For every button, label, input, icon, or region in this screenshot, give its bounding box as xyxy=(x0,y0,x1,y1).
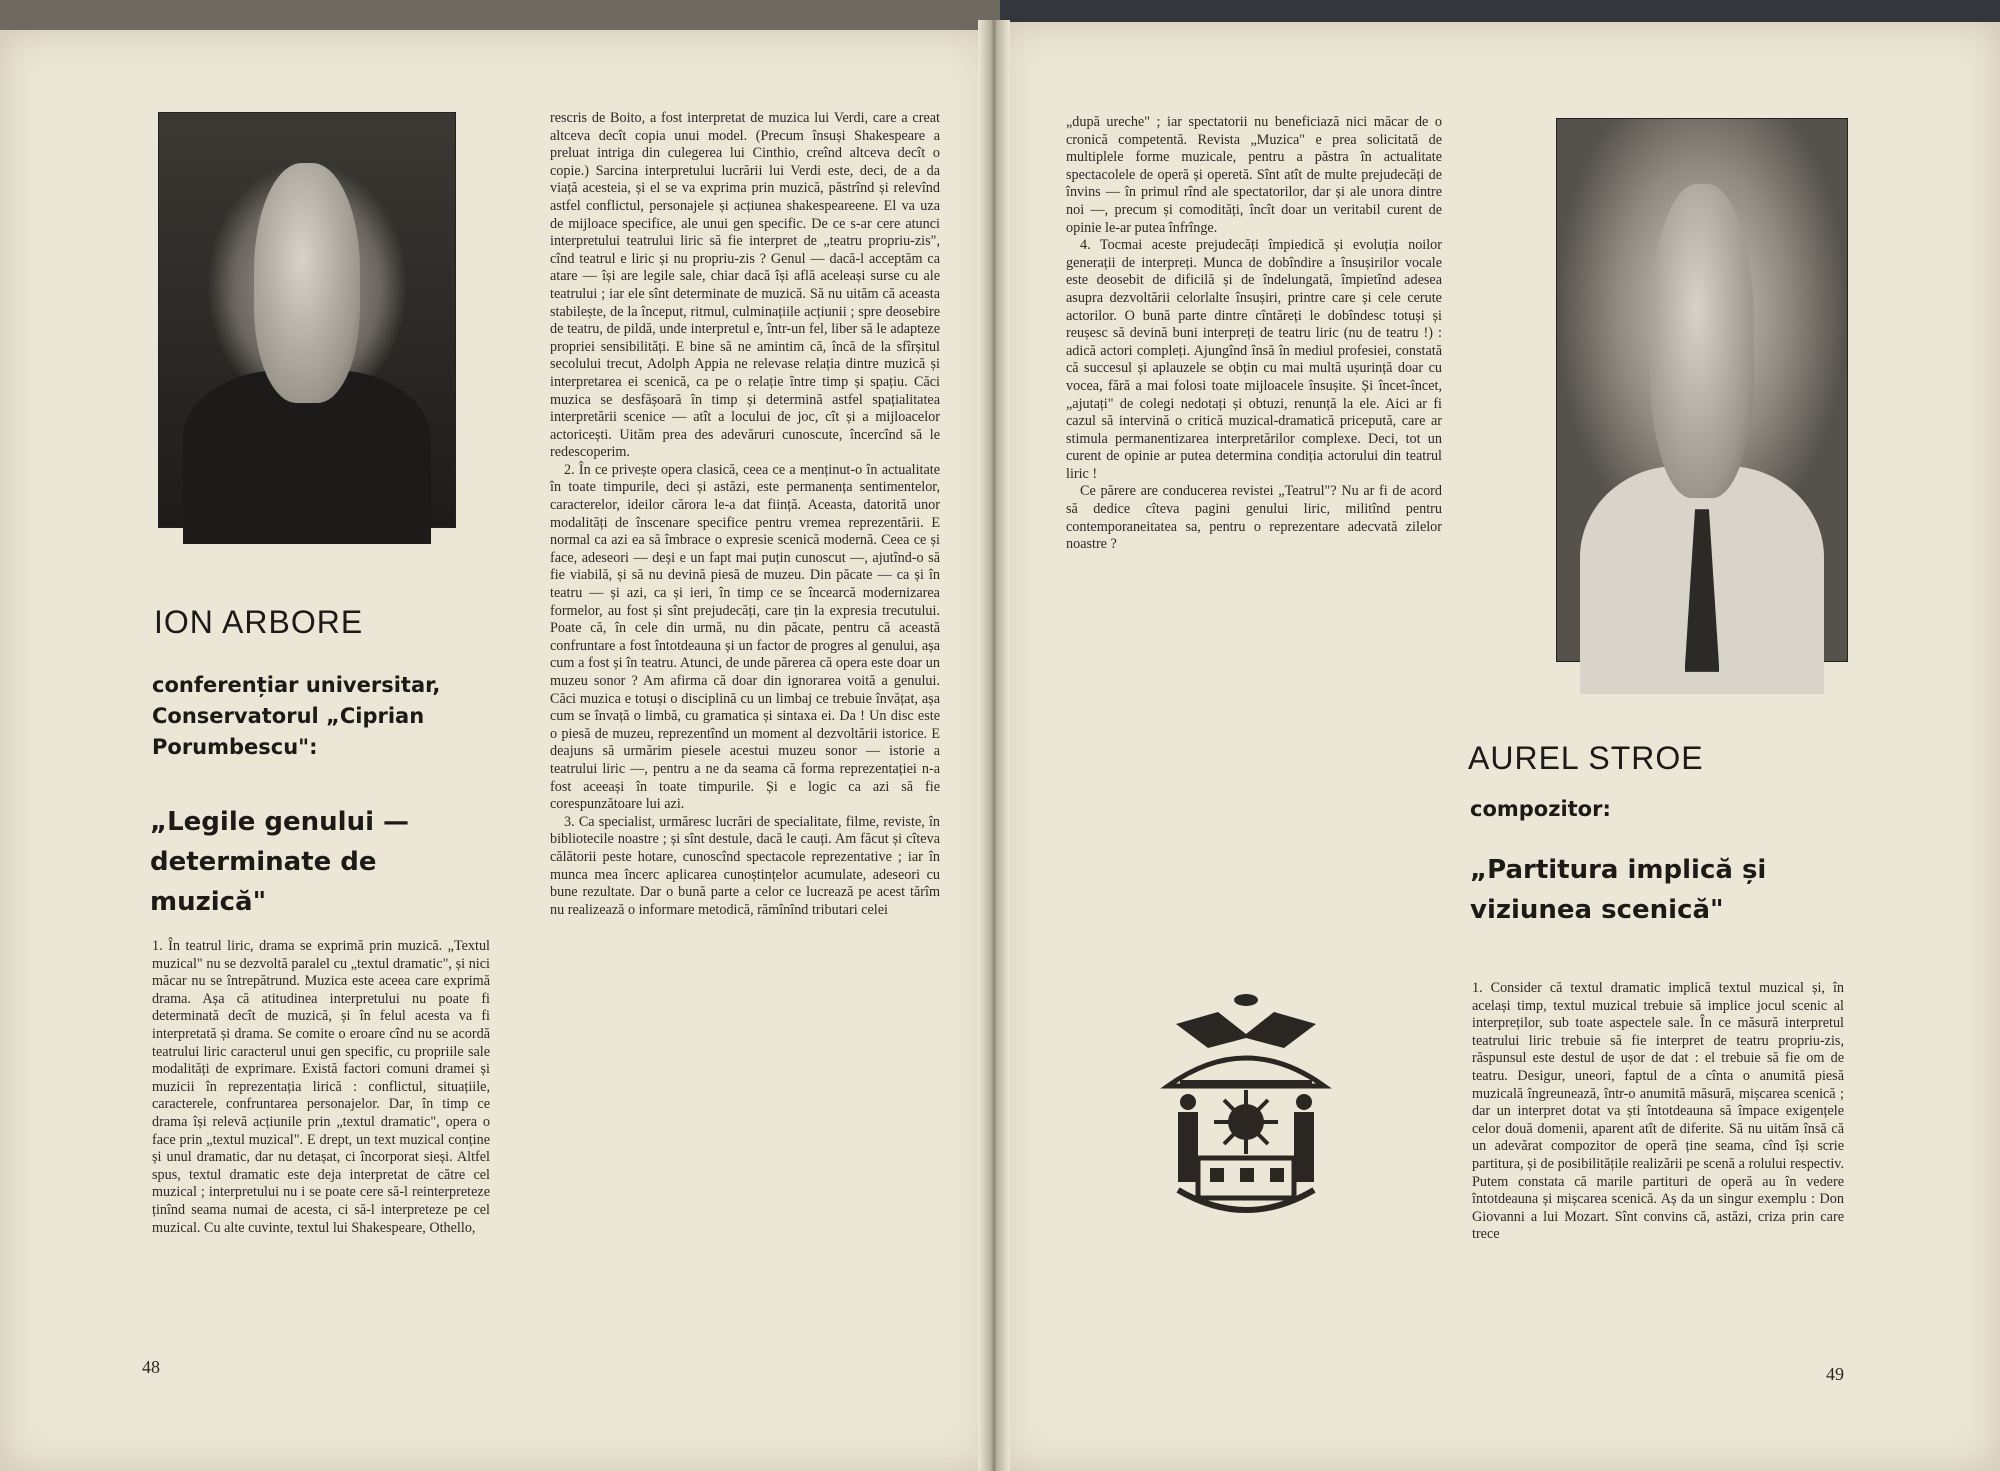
paragraph: 1. Consider că textul dramatic implică textul muzical și, în același timp, textul muzical trebuie să implice jocul scenic al interpreților, sub toate aspectele sale. În ce măsură interpretul teatrului liric trebuie să fie interpret de teatru propriu-zis, răspunsul este destul de ușor de dat : el trebuie să fie om de teatru. Desigur, uneori, faptul de a cînta o anumită piesă muzicală îngreunează, într-o anumită măsură, mișcarea scenică ; dar un interpret dotat va ști întotdeauna să împace exigențele celor două domenii, aparent atît de diferite. Să nu uităm însă că un adevărat compozitor de operă ține seama, cînd își scrie partitura, și de posibilitățile realizării pe scenă a rolului respectiv. Putem constata că marile partituri de operă au în vedere întotdeauna și mișcarea scenică. Aș da un singur exemplu : Don Giovanni a lui Mozart. Sînt convins că, astăzi, criza prin care trece xyxy=(1472,980,1844,1243)
photo-figure-face xyxy=(254,163,361,403)
paragraph: 1. În teatrul liric, drama se exprimă prin muzică. „Textul muzical" nu se dezvoltă paralel cu „textul dramatic", și nici măcar nu se întrepătrund. Muzica este aceea care exprimă drama. Așa că atitudinea interpretului nu poate fi determinată decît de muzică, și în felul acesta va fi interpretată și drama. Se comite o eroare cînd nu se acordă teatrului liric caracterul unui gen specific, cu propriile sale modalități de exprimare. Există factori comuni dramei și muzicii în reprezentația lirică : conflictul, situațiile, caracterele, confruntarea personajelor. Dar, în timp ce drama își relevă acțiunile prin „textul dramatic", opera o face prin „textul muzical". E drept, un text muzical conține și unul dramatic, dar nu detașat, ci încorporat sieși. Altfel spus, textul dramatic este deja interpretat de către cel muzical ; interpretului nu i se poate cere să-l reinterpreteze ținînd seama numai de acesta, ci să-l interpreteze pe cel muzical. Cu alte cuvinte, textul lui Shakespeare, Othello, xyxy=(152,938,490,1236)
paragraph: 2. În ce privește opera clasică, ceea ce a menținut-o în actualitate în toate timpurile, deci și astăzi, este permanența sentimentelor, caracterelor, ideilor cărora le-a dat ființă. Aceasta, datorită unor modalități de înscenare specifice pentru vremea reprezentării. E normal ca azi ea să îmbrace o expresie scenică modernă. Ceea ce și face, adeseori — deși e un fapt mai puțin cunoscut —, ajutînd-o să fie viabilă, și să nu devină piesă de muzeu. Din păcate — ca și în teatru — și azi, ca și ieri, în timp ce se încearcă modernizarea formelor, au fost și sînt prejudecăți, care țin la expresia trecutului. Poate că, în cele din urmă, nu din păcate, pentru că această confruntare a fost întotdeauna și un factor de progres al genului, așa cum a fost și în teatru. Atunci, de unde părerea că opera este doar un muzeu sonor ? Am afirma că doar din ignorarea voită a genului. Căci muzica e totuși o disciplină cu un limbaj ce trebuie învățat, așa cum se învață o limbă, cu gramatica și sintaxa ei. Da ! Un disc este o piesă de muzeu, reprezentînd un moment al dezvoltării istorice. E deajuns să urmărim piesele acestui muzeu sonor — istorie a teatrului liric —, pentru a ne da seama că forma reprezentației n-a fost aceeași în toate timpurile. Și e logic ca azi să fie corespunzătoare lui azi. xyxy=(550,461,940,813)
paragraph: „după ureche" ; iar spectatorii nu beneficiază nici măcar de o cronică competentă. Revista „Muzica" e prea solicitată de multiplele forme muzicale, pentru a păstra în actualitate spectacolele de operă și operetă. Sînt atît de multe prejudecăți de învins — în primul rînd ale spectatorilor, dar și ale unora dintre noi —, precum și comodități, încît doar un veritabil curent de opinie le-ar putea înfrînge. xyxy=(1066,114,1442,236)
article-column-right-2 xyxy=(1472,980,1844,1340)
article-column-right-1 xyxy=(1066,114,1442,882)
paragraph: rescris de Boito, a fost interpretat de muzica lui Verdi, care a creat altceva decît copia unui model. (Precum însuși Shakespeare a preluat intriga din culegerea lui Cinthio, creînd altceva decît o copie.) Sarcina interpretului lucrării lui Verdi este, deci, de a da viață acesteia, și el se va exprima prin muzică, păstrînd și relevînd astfel conflictul, personajele și acțiunea shakespeareene. El va uza de mijloace specifice, ale unui gen specific. De ce s-ar cere atunci interpretului teatrului liric să fie interpret de „teatru propriu-zis", cînd teatrul e liric și nu propriu-zis ? Genul — dacă-l acceptăm ca atare — își are legile sale, chiar dacă își află aceleași surse cu ale teatrului ; iar ele sînt determinate de muzică. Să nu uităm că aceasta stabilește, de la început, ritmul, culminațiile acțiunii ; spre deosebire de teatru, de pildă, unde interpretul e, într-un fel, liber să le adapteze propriei sensibilități. E bine să ne amintim că, încă de la sfîrșitul secolului trecut, Adolph Appia ne relevase relația dintre muzică și interpretarea ei scenică, ca pe o relație între timp și spațiu. Căci muzica se desfășoară în timp și determină astfel spațialitatea interpretării scenice — atît a locului de joc, cît și a mijloacelor actoricești. Uităm prea des adevăruri cunoscute, încercînd să le redescoperim. xyxy=(550,110,940,461)
photo-figure-face xyxy=(1650,184,1754,498)
headline-left: „Legile genului — determinate de muzică" xyxy=(150,807,410,917)
article-column-left-2 xyxy=(550,110,940,1340)
page-number-left: 48 xyxy=(142,1357,160,1377)
author-role-right: compozitor: xyxy=(1470,797,1611,821)
article-column-left-1 xyxy=(152,938,490,1338)
paragraph: Ce părere are conducerea revistei „Teatrul"? Nu ar fi de acord să dedice cîteva pagini genului liric, militînd pentru contemporaneitatea sa, pentru o reprezentare adecvată zilelor noastre ? xyxy=(1066,483,1442,553)
author-name-left: ION ARBORE xyxy=(154,604,364,640)
page-number-right: 49 xyxy=(1826,1364,1844,1384)
author-photo-aurel-stroe xyxy=(1556,118,1848,662)
author-role-left: conferențiar universitar, Conservatorul „Ciprian Porumbescu": xyxy=(152,673,441,759)
paragraph: 4. Tocmai aceste prejudecăți împiedică și evoluția noilor generații de interpreți. Munca de dobîndire a însușirilor vocale este deosebit de dificilă și de îndelungată, împietînd adesea asupra dezvoltării celorlalte însușiri, printre care și cele cerute actorilor. O bună parte dintre cîntăreți le dobîndesc totuși și reușesc să devină buni interpreți de teatru liric (nu de teatru !) : adică actori compleți. Ajungînd însă în mediul profesiei, constată că succesul și aplauzele se obțin cu mai multă ușurință doar cu vocea, fără a mai folosi toate mijloacele însușite. Și încet-încet, „ajutați" de colegi nedotați și obtuzi, renunță la ele. Aici ar fi cazul să intervină o critică muzical-dramatică pricepută, care ar stimula permanentizarea interpretărilor complexe. Deci, tot un curent de opinie ar putea determina condiția actorului din teatrul liric ! xyxy=(1066,237,1442,482)
author-photo-ion-arbore xyxy=(158,112,456,528)
paragraph: 3. Ca specialist, urmăresc lucrări de specialitate, filme, reviste, în bibliotecile noastre ; și sînt destule, dacă le cauți. Am făcut și cîteva călătorii peste hotare, cunoscînd spectacole reprezentative ; iar în munca mea încerc aplicarea cunoștințelor acumulate, adeseori cu bune rezultate. Dar o bună parte a celor ce lucrează pe acest tărîm nu realizează o informare metodică, rămînînd tributari celei xyxy=(550,813,940,918)
book-spine xyxy=(978,20,1010,1471)
author-name-right: AUREL STROE xyxy=(1468,740,1704,776)
theater-emblem-icon xyxy=(1158,990,1334,1216)
headline-right: „Partitura implică și viziunea scenică" xyxy=(1470,855,1767,925)
